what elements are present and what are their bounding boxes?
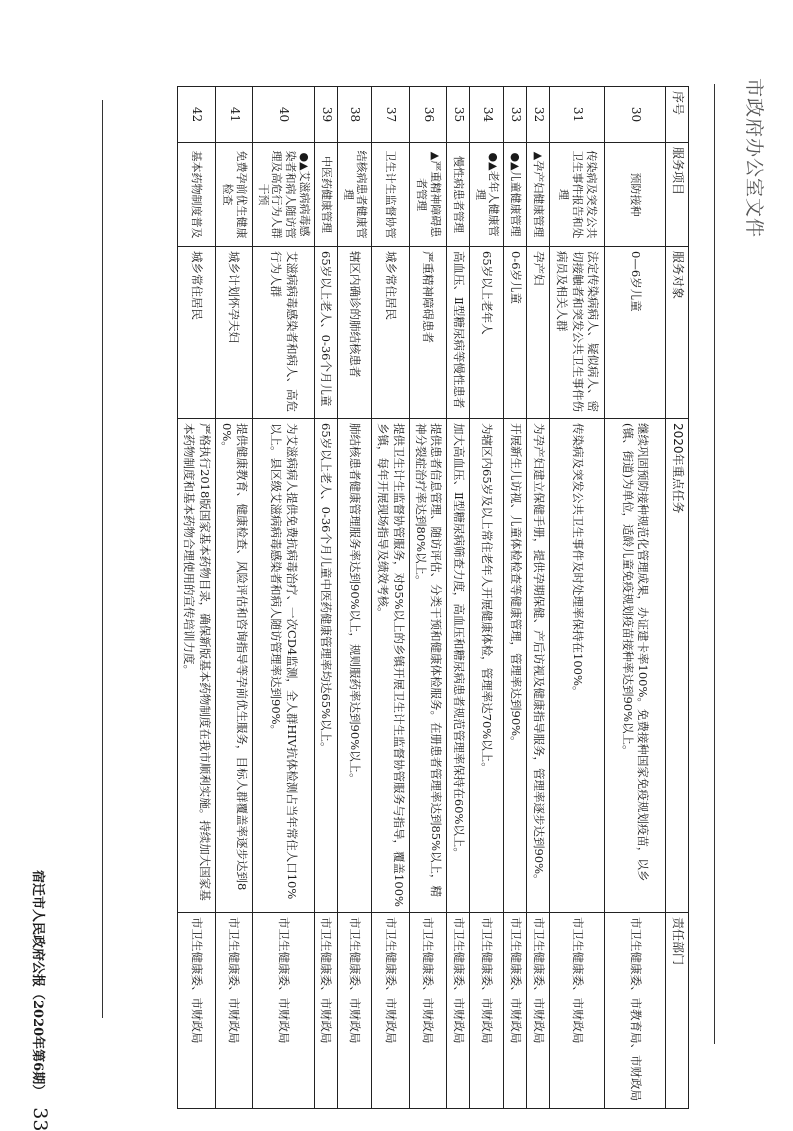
table-header-row	[666, 87, 689, 1109]
responsible-dept: 市卫生健康委、市财政局	[215, 913, 252, 1109]
service-project: 免费孕前优生健康检查	[215, 143, 252, 247]
column-header-no: 序号	[666, 87, 689, 143]
key-task: 严格执行2018版国家基本药物目录，确保新版基本药物制度在我市顺利实施。持续加大国家基本药物制度和基本药物合理使用的宣传培训力度。	[178, 419, 215, 913]
responsible-dept: 市卫生健康委、市财政局	[447, 913, 470, 1109]
service-target: 0-6岁儿童	[504, 247, 527, 419]
key-task: 为孕产妇建立保健手册，提供孕期保健、产后访视及健康指导服务，管理率逐步达到90%。	[527, 419, 550, 913]
service-project: ●▲儿童健康管理	[504, 143, 527, 247]
service-project: 基本药物制度普及	[178, 143, 215, 247]
table-row	[469, 87, 504, 1109]
table-row	[337, 87, 372, 1109]
column-header-project: 服务项目	[666, 143, 689, 247]
service-target: 艾滋病病毒感染者和病人、高危行为人群	[253, 247, 315, 419]
table-row	[550, 87, 605, 1109]
service-target: 法定传染病病人、疑似病人、密切接触者和突发公共卫生事件伤病员及相关人群	[550, 247, 605, 419]
table-row	[315, 87, 338, 1109]
responsible-dept: 市卫生健康委、市财政局	[409, 913, 446, 1109]
row-number: 30	[605, 87, 666, 143]
row-number: 34	[469, 87, 504, 143]
service-target: 城乡常住居民	[178, 247, 215, 419]
service-target: 严重精神障碍患者	[409, 247, 446, 419]
table-row	[215, 87, 252, 1109]
key-task: 为艾滋病病人提供免费抗病毒治疗、一次CD4监测，全人群HIV抗体检测占当年常住人口10%以上。县区级艾滋病病毒感染者和病人随访管理率达到90%。	[253, 419, 315, 913]
responsible-dept: 市卫生健康委、市财政局	[337, 913, 372, 1109]
page-number: 33	[29, 1107, 51, 1131]
responsible-dept: 市卫生健康委、市财政局	[504, 913, 527, 1109]
responsible-dept: 市卫生健康委、市财政局	[178, 913, 215, 1109]
table-row	[605, 87, 666, 1109]
publication-name: 宿迁市人民政府公报（2020年第6期）	[30, 870, 45, 1098]
responsible-dept: 市卫生健康委、市财政局	[527, 913, 550, 1109]
service-project: ▲孕产妇健康管理	[527, 143, 550, 247]
service-target: 辖区内确诊的肺结核患者	[337, 247, 372, 419]
responsible-dept: 市卫生健康委、市财政局	[550, 913, 605, 1109]
row-number: 33	[504, 87, 527, 143]
responsible-dept: 市卫生健康委、市财政局	[469, 913, 504, 1109]
table-row	[409, 87, 446, 1109]
key-task: 继续巩固预防接种规范化管理成果，办证建卡率100%。免费接种国家免疫规划疫苗，以乡(镇、街道)为单位，适龄儿童免疫规划疫苗接种率达到90%以上。	[605, 419, 666, 913]
row-number: 40	[253, 87, 315, 143]
document-header-title: 市政府办公室文件	[743, 78, 765, 239]
header-rule	[714, 84, 715, 1044]
key-task: 加大高血压、Ⅱ型糖尿病筛查力度，高血压和糖尿病患者规范管理率保持在60%以上。	[447, 419, 470, 913]
key-task: 肺结核患者健康管理服务率达到90%以上，规则服药率达到90%以上。	[337, 419, 372, 913]
key-task: 为辖区内65岁及以上常住老年人开展健康体检，管理率达70%以上。	[469, 419, 504, 913]
row-number: 36	[409, 87, 446, 143]
service-project: 传染病及突发公共卫生事件报告和处理	[550, 143, 605, 247]
service-project: ▲严重精神障碍患者管理	[409, 143, 446, 247]
row-number: 31	[550, 87, 605, 143]
service-project: 卫生计生监督协管	[372, 143, 409, 247]
service-project: ●▲艾滋病病毒感染者和病人随访管理及高危行为人群干预	[253, 143, 315, 247]
row-number: 41	[215, 87, 252, 143]
table-row	[372, 87, 409, 1109]
service-project: 慢性病患者管理	[447, 143, 470, 247]
row-number: 39	[315, 87, 338, 143]
service-target: 高血压、Ⅱ型糖尿病等慢性患者	[447, 247, 470, 419]
service-project: 中医药健康管理	[315, 143, 338, 247]
row-number: 37	[372, 87, 409, 143]
table-row	[447, 87, 470, 1109]
row-number: 32	[527, 87, 550, 143]
key-task: 开展新生儿访视、儿童体检检查等健康管理，管理率达到90%。	[504, 419, 527, 913]
responsible-dept: 市卫生健康委、市教育局、市财政局	[605, 913, 666, 1109]
column-header-dept: 责任部门	[666, 913, 689, 1109]
service-project: 结核病患者健康管理	[337, 143, 372, 247]
service-project: ●▲老年人健康管理	[469, 143, 504, 247]
key-task: 提供卫生计生监督协管服务，对95%以上的乡镇开展卫生计生监督协管服务与指导，覆盖100%乡镇，每年开展现场指导及绩效考核。	[372, 419, 409, 913]
key-task: 提供患者信息管理、随访评估、分类干预和健康体检服务。在册患者管理率达到85%以上，精神分裂症治疗率达到80%以上。	[409, 419, 446, 913]
service-target: 孕产妇	[527, 247, 550, 419]
column-header-target: 服务对象	[666, 247, 689, 419]
service-target: 城乡计划怀孕夫妇	[215, 247, 252, 419]
table-row	[178, 87, 215, 1109]
column-header-task: 2020年重点任务	[666, 419, 689, 913]
row-number: 38	[337, 87, 372, 143]
key-task: 65岁以上老人、0-36个月儿童中医药健康管理率均达65%以上。	[315, 419, 338, 913]
service-target: 0—6岁儿童	[605, 247, 666, 419]
table-row	[253, 87, 315, 1109]
service-table	[177, 86, 689, 1109]
row-number: 42	[178, 87, 215, 143]
footer	[29, 870, 51, 1131]
responsible-dept: 市卫生健康委、市财政局	[315, 913, 338, 1109]
service-target: 城乡常住居民	[372, 247, 409, 419]
service-target: 65岁以上老年人	[469, 247, 504, 419]
footer-rule	[102, 100, 103, 1018]
responsible-dept: 市卫生健康委、市财政局	[253, 913, 315, 1109]
table-row	[527, 87, 550, 1109]
row-number: 35	[447, 87, 470, 143]
responsible-dept: 市卫生健康委、市财政局	[372, 913, 409, 1109]
key-task: 传染病及突发公共卫生事件及时处理率保持在100%。	[550, 419, 605, 913]
key-task: 提供健康教育、健康检查、风险评估和咨询指导等孕前优生服务，目标人群覆盖率逐步达到80%。	[215, 419, 252, 913]
table-row	[504, 87, 527, 1109]
service-project: 预防接种	[605, 143, 666, 247]
service-target: 65岁以上老人、0-36个月儿童	[315, 247, 338, 419]
